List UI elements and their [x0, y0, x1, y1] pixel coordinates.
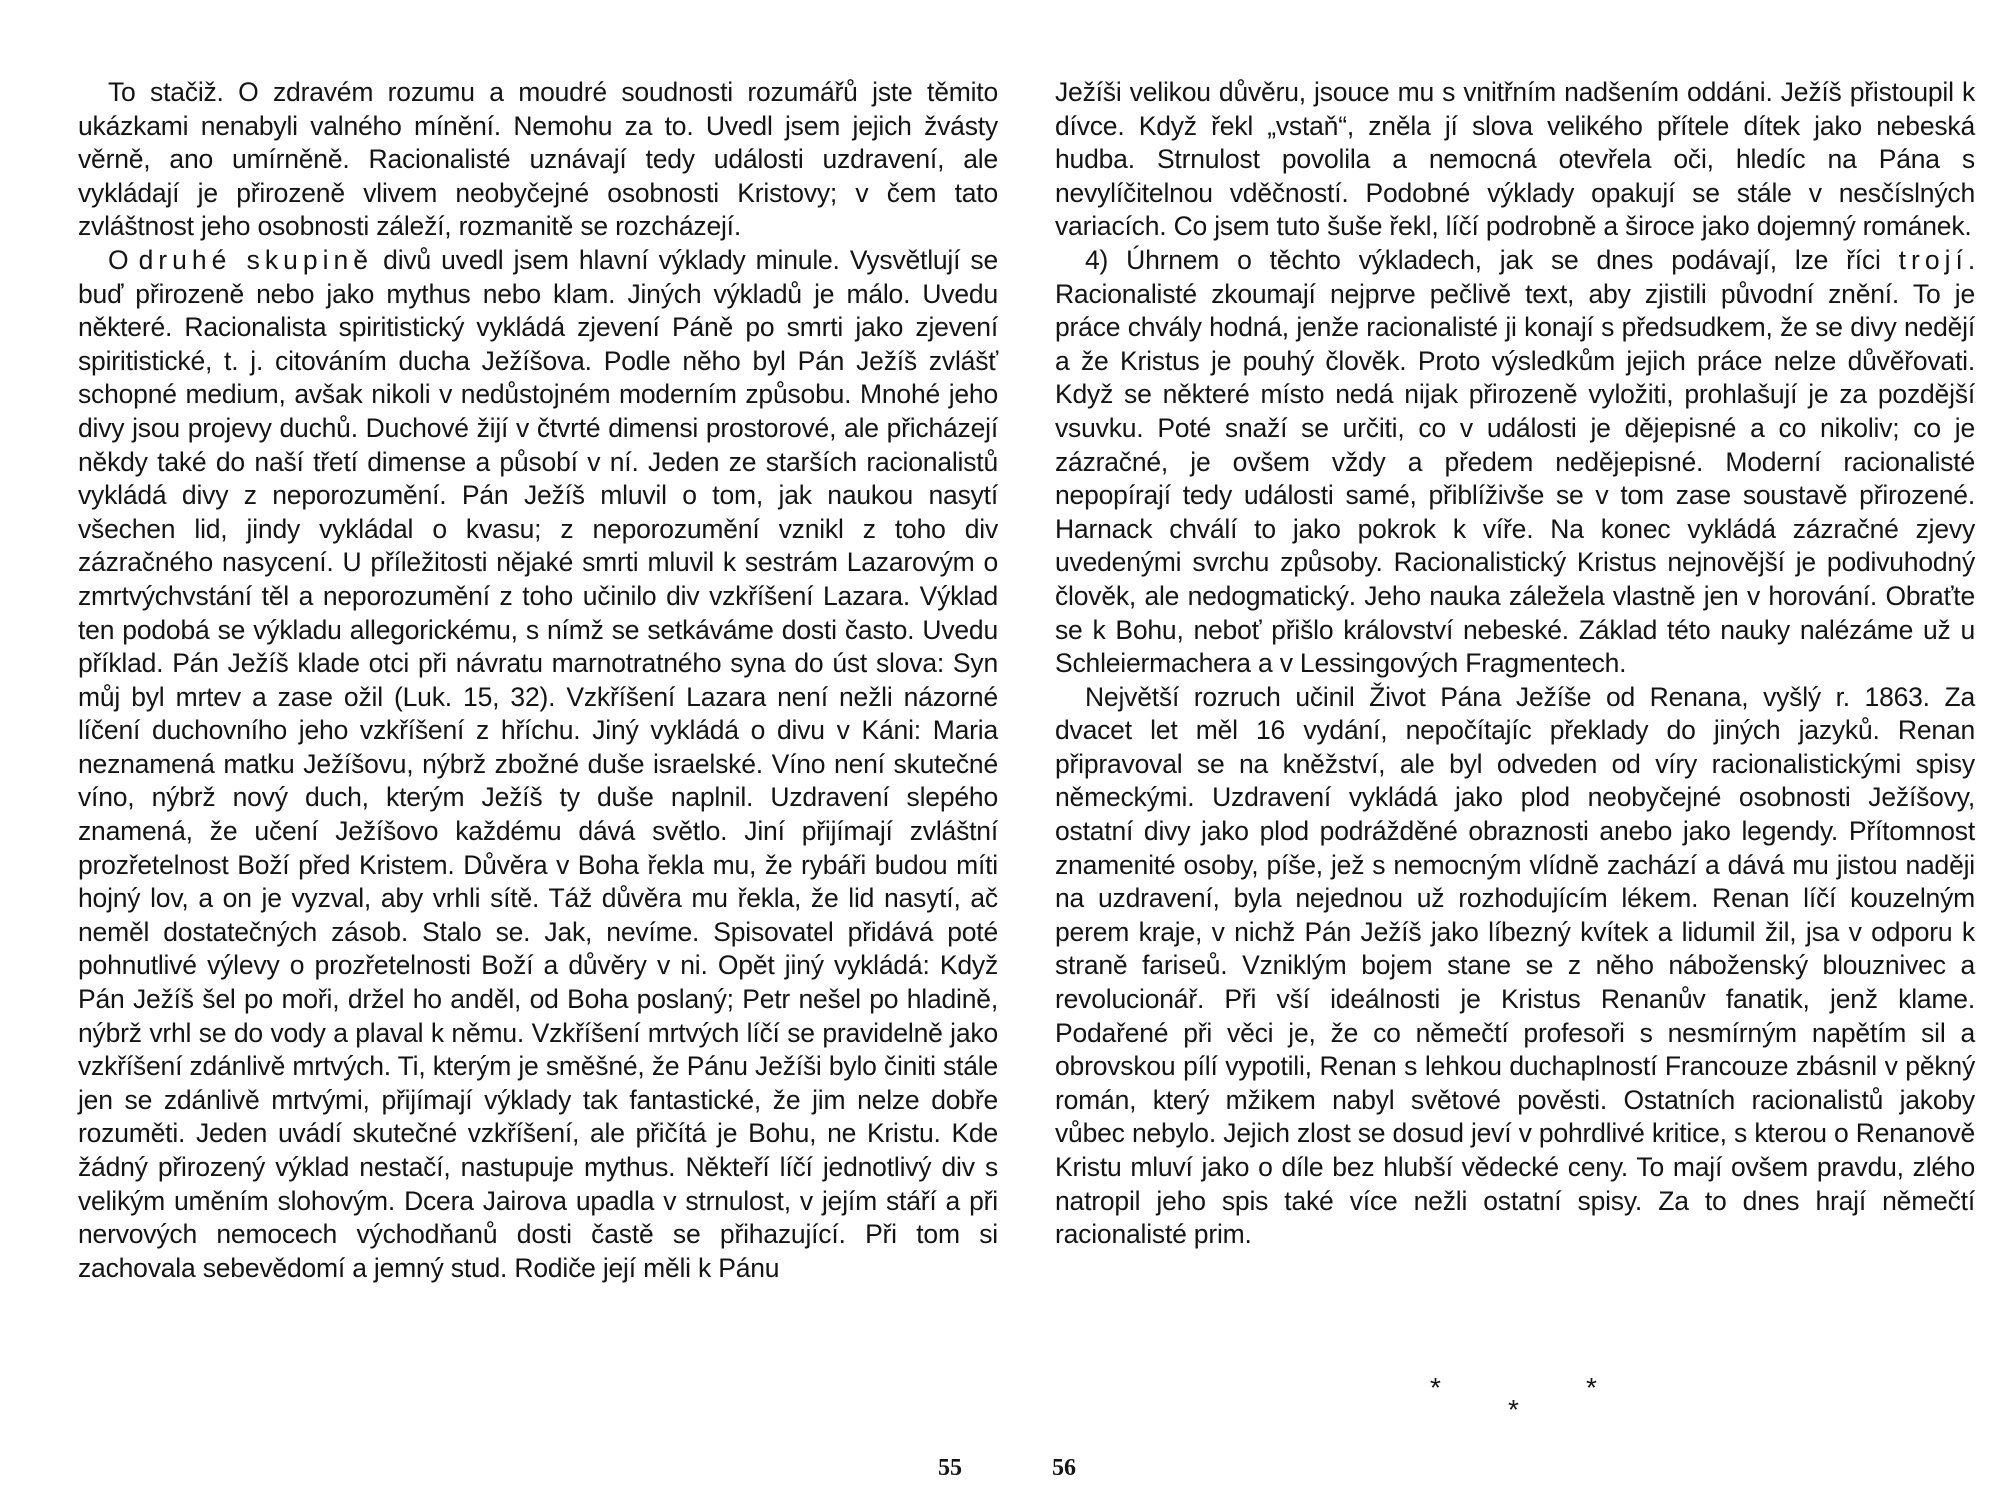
right-paragraph-2-spaced: trojí — [1898, 244, 1968, 275]
left-paragraph-2-body: divů uvedl jsem hlavní výklady minule. Vysvětlují se buď přirozeně nebo jako mythus nebo klam. Jiných výkladů je málo. Uvedu některé. Racionalista spiritistický vykládá zjevení Páně po smrti jako zjevení spiritistické, t. j. citováním ducha Ježíšova. Podle něho byl Pán Ježíš zvlášť schopné medium, avšak nikoli v nedůstojném moderním způsobu. Mnohé jeho divy jsou projevy duchů. Duchové žijí v čtvrté dimensi prostorové, ale přicházejí někdy také do naší třetí dimense a působí v ní. Jeden ze starších racionalistů vykládá divy z neporozumění. Pán Ježíš mluvil o tom, jak naukou nasytí všechen lid, jindy vykládal o kvasu; z neporozumění vznikl z toho div zázračného nasycení. U příležitosti nějaké smrti mluvil k sestrám Lazarovým o zmrtvýchvstání těl a neporozumění z toho učinilo div vzkříšení Lazara. Výklad ten podobá se výkladu allegorickému, s nímž se setkáváme dosti často. Uvedu příklad. Pán Ježíš klade otci při návratu marnotratného syna do úst slova: Syn můj byl mrtev a zase ožil (Luk. 15, 32). Vzkříšení Lazara není nežli názorné líčení duchovního jeho vzkříšení z hříchu. Jiný vykládá o divu v Káni: Maria neznamená matku Ježíšovu, nýbrž zbožné duše israelské. Víno není skutečné víno, nýbrž nový duch, kterým Ježíš ty duše naplnil. Uzdravení slepého znamená, že učení Ježíšovo každému dává světlo. Jiní přijímají zvláštní prozřetelnost Boží před Kristem. Důvěra v Boha řekla mu, že rybáři budou míti hojný lov, a on je vyzval, aby vrhli sítě. Táž důvěra mu řekla, že lid nasytí, ač neměl dostatečných zásob. Stalo se. Jak, nevíme. Spisovatel přidává poté pohnutlivé výlevy o prozřetelnosti Boží a důvěry v ni. Opět jiný vykládá: Když Pán Ježíš šel po moři, držel ho anděl, od Boha poslaný; Petr nešel po hladině, nýbrž vrhl se do vody a plaval k němu. Vzkříšení mrtvých líčí se pravidelně jako vzkříšení zdánlivě mrtvých. Ti, kterým je směšné, že Pánu Ježíši bylo činiti stále jen se zdánlivě mrtvými, přijímají výklady tak fantastické, že jim nelze dobře rozuměti. Jeden uvádí skutečné vzkříšení, ale přičítá je Bohu, ne Kristu. Kde žádný přirozený výklad nestačí, nastupuje mythus. Někteří líčí jednotlivý div s velikým uměním slohovým. Dcera Jairova upadla v strnulost, v jejím stáří a při nervových nemocech východňanů dosti častě se přihazující. Při tom si zachovala sebevědomí a jemný stud. Rodiče její měli k Pánu — [78, 244, 998, 1283]
right-paragraph-2-lead: 4) Úhrnem o těchto výkladech, jak se dnes podávají, lze říci — [1085, 244, 1899, 275]
page-number-left: 55 — [938, 1455, 962, 1481]
right-paragraph-3: Největší rozruch učinil Život Pána Ježíše od Renana, vyšlý r. 1863. Za dvacet let měl 16 vydání, nepočítajíc překlady do jiných jazyků. Renan připravoval se na kněžství, ale byl odveden od víry racionalistickými spisy německými. Uzdravení vykládá jako plod neobyčejné osobnosti Ježíšovy, ostatní divy jako plod podrážděné obraznosti anebo jako legendy. Přítomnost znamenité osoby, píše, jež s nemocným vlídně zachází a dává mu jistou naději na uzdravení, byla nejednou už rozhodujícím lékem. Renan líčí kouzelným perem kraje, v nichž Pán Ježíš jako líbezný kvítek a lidumil žil, jsa v odporu k straně fariseů. Vzniklým bojem stane se z něho náboženský blouznivec a revolucionář. Při vší ideálnosti je Kristus Renanův fanatik, jenž klame. Podařené při věci je, že co němečtí profesoři s nesmírným napětím sil a obrovskou pílí vypotili, Renan s lehkou duchaplností Francouze zbásnil v pěkný román, který mžikem nabyl světové pověsti. Ostatních racionalistů jakoby vůbec nebylo. Jejich zlost se dosud jeví v pohrdlivé kritice, s kterou o Renanově Kristu mluví jako o díle bez hlubší vědecké ceny. To mají ovšem pravdu, zlého natropil jeho spis také více nežli ostatní spisy. Za to dnes hrají němečtí racionalisté prim. — [1055, 681, 1975, 1250]
left-paragraph-2-spaced: druhé skupině — [138, 244, 374, 275]
left-paragraph-2 — [78, 244, 998, 1285]
right-page — [1055, 76, 1975, 1252]
left-paragraph-2-lead: O — [108, 244, 139, 275]
right-paragraph-2-body: . Racionalisté zkoumají nejprve pečlivě text, aby zjistili původní znění. To je práce chvály hodná, jenže racionalisté ji konají s předsudkem, že se divy nedějí a že Kristus je pouhý člověk. Proto výsledkům jejich práce nelze důvěřovati. Když se některé místo nedá nijak přirozeně vyložiti, prohlašují je za pozdější vsuvku. Poté snaží se určiti, co v události je dějepisné a co nikoliv; co je zázračné, je ovšem vždy a předem nedějepisné. Moderní racionalisté nepopírají tedy události samé, přiblíživše se v tom zase soustavě přirozené. Harnack chválí to jako pokrok k víře. Na konec vykládá zázračné zjevy uvedenými svrchu způsoby. Racionalistický Kristus nejnovější je podivuhodný člověk, ale nedogmatický. Jeho nauka záležela vlastně jen v horování. Obraťte se k Bohu, neboť přišlo království nebeské. Základ této nauky nalézáme už u Schleiermachera a v Lessingových Fragmentech. — [1055, 244, 1975, 679]
ornament-star: * — [1508, 1394, 1519, 1425]
ornament-star: * — [1430, 1372, 1441, 1403]
ornament-star: * — [1586, 1372, 1597, 1403]
page-number-right: 56 — [1052, 1455, 1076, 1481]
section-ornament — [1430, 1372, 1630, 1432]
right-paragraph-1: Ježíši velikou důvěru, jsouce mu s vnitřním nadšením oddáni. Ježíš přistoupil k dívce. Když řekl „vstaň“, zněla jí slova velikého přítele dítek jako nebeská hudba. Strnulost povolila a nemocná otevřela oči, hledíc na Pána s nevylíčitelnou vděčností. Podobné výklady opakují se stále v nesčíslných variacích. Co jsem tuto šuše řekl, líčí podrobně a široce jako dojemný románek. — [1055, 77, 1975, 242]
right-paragraph-2 — [1055, 244, 1975, 681]
left-page — [78, 76, 998, 1285]
left-paragraph-1: To stačiž. O zdravém rozumu a moudré soudnosti rozumářů jste těmito ukázkami nenabyli valného mínění. Nemohu za to. Uvedl jsem jejich žvásty věrně, ano umírněně. Racionalisté uznávají tedy události uzdravení, ale vykládají je přirozeně vlivem neobyčejné osobnosti Kristovy; v čem tato zvláštnost jeho osobnosti záleží, rozmanitě se rozcházejí. — [78, 77, 998, 242]
